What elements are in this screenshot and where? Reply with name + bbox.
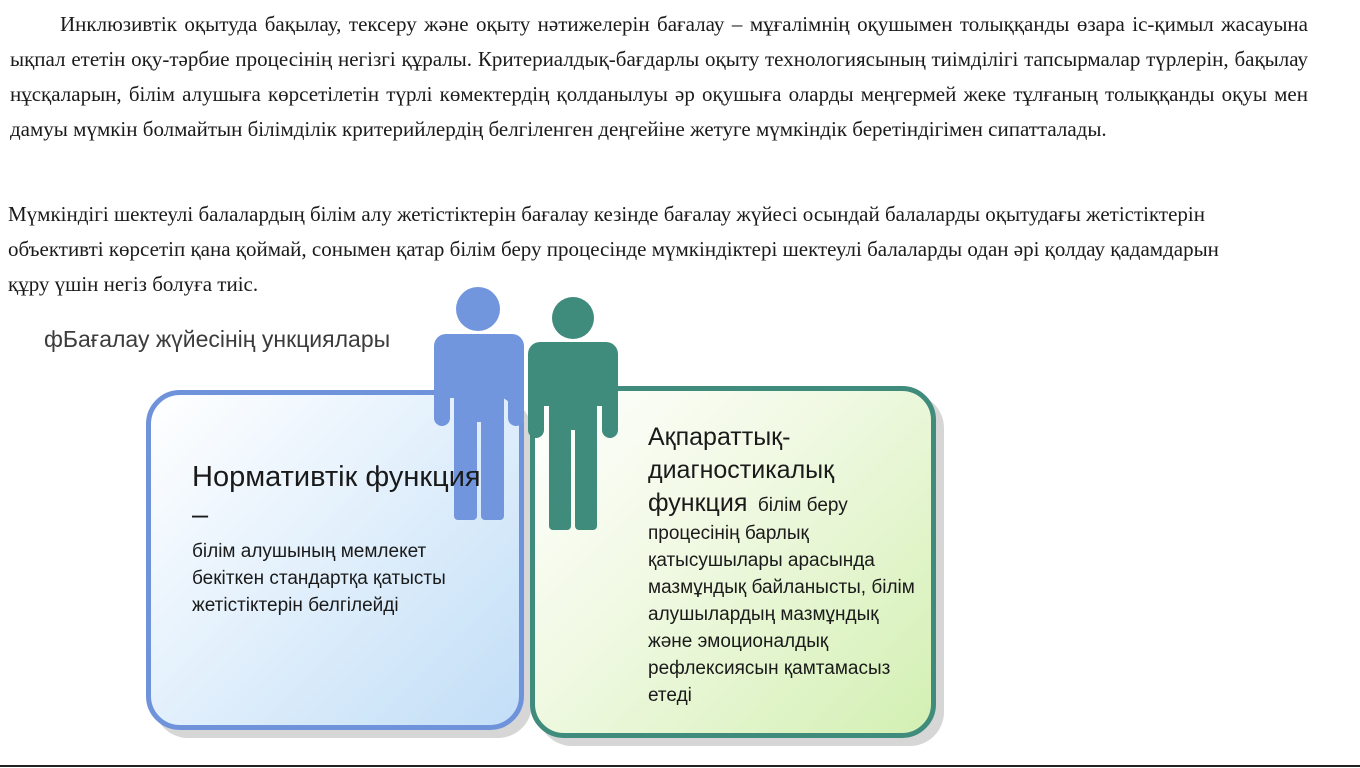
info-diagnostic-function-description: білім беру процесінің барлық қатысушылары арасында мазмұндық байланысты, білім алушылардың мазмұндық және эмоционалдық рефлексиясын қамтамасыз етеді (648, 495, 915, 706)
info-diagnostic-function-text (648, 421, 923, 709)
second-paragraph: Мүмкіндігі шектеулі балалардың білім алу жетістіктерін бағалау кезінде бағалау жүйесі осындай балаларды оқытудағы жетістіктерін объективті көрсетіп қана қоймай, сонымен қатар білім беру процесінде мүмкіндіктері шектеулі балаларды одан әрі қолдау қадамдарын құру үшін негіз болуға тиіс. (8, 202, 1219, 296)
normative-function-heading: Нормативтік функция – (192, 461, 481, 531)
intro-paragraph: Инклюзивтік оқытуда бақылау, тексеру және оқыту нәтижелерін бағалау – мұғалімнің оқушымен толыққанды өзара іс-қимыл жасауына ықпал ететін оқу-тәрбие процесінің негізгі құралы. Критериалдық-бағдарлы оқыту технологиясының тиімділігі тапсырмалар түрлерін, бақылау нұсқаларын, білім алушыға көрсетілетін түрлі көмектердің қолданылуы әр оқушыға оларды меңгермей жеке тұлғаның толыққанды оқуы мен дамуы мүмкін болмайтын білімділік критерийлердің белгіленген деңгейіне жетуге мүмкіндік беретіндігімен сипатталады. (10, 12, 1308, 141)
bottom-divider (0, 765, 1360, 767)
info-diagnostic-function-heading: Ақпараттық-диагностикалық функция (648, 423, 835, 517)
diagram-title: фБағалау жүйесінің ункциялары (44, 326, 391, 352)
normative-function-description: білім алушының мемлекет бекіткен стандартқа қатысты жетістіктерін белгілейді (192, 541, 446, 616)
person-icon (528, 296, 620, 532)
